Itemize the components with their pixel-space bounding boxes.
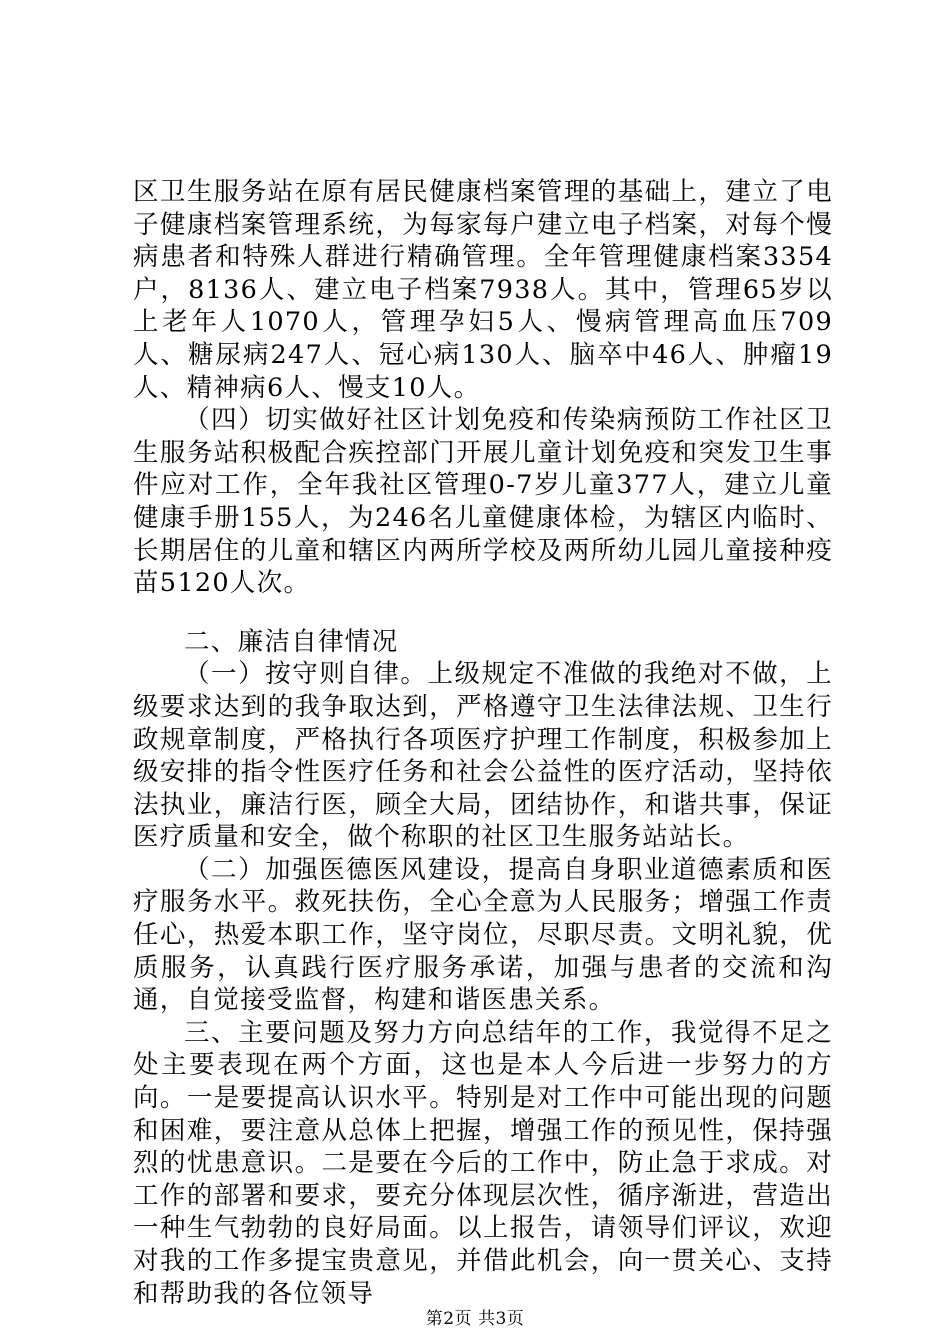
- paragraph-immunization: （四）切实做好社区计划免疫和传染病预防工作社区卫生服务站积极配合疾控部门开展儿童计划免疫和突发卫生事件应对工作，全年我社区管理0-7岁儿童377人，建立儿童健康手册155人，为246名儿童健康体检，为辖区内临时、长期居住的儿童和辖区内两所学校及两所幼儿园儿童接种疫苗5120人次。: [133, 405, 833, 599]
- paragraph-health-records: 区卫生服务站在原有居民健康档案管理的基础上，建立了电子健康档案管理系统，为每家每户建立电子档案，对每个慢病患者和特殊人群进行精确管理。全年管理健康档案3354户，8136人、建立电子档案7938人。其中，管理65岁以上老年人1070人，管理孕妇5人、慢病管理高血压709人、糖尿病247人、冠心病130人、脑卒中46人、肿瘤19人、精神病6人、慢支10人。: [133, 177, 833, 403]
- paragraph-gap: [133, 600, 833, 626]
- paragraph-self-discipline: （一）按守则自律。上级规定不准做的我绝对不做，上级要求达到的我争取达到，严格遵守卫生法律法规、卫生行政规章制度，严格执行各项医疗护理工作制度，积极参加上级安排的指令性医疗任务和社会公益性的医疗活动，坚持依法执业，廉洁行医，顾全大局，团结协作，和谐共事，保证医疗质量和安全，做个称职的社区卫生服务站站长。: [133, 659, 833, 853]
- paragraph-medical-ethics: （二）加强医德医风建设，提高自身职业道德素质和医疗服务水平。救死扶伤，全心全意为人民服务；增强工作责任心，热爱本职工作，坚守岗位，尽职尽责。文明礼貌，优质服务，认真践行医疗服务承诺，加强与患者的交流和沟通，自觉接受监督，构建和谐医患关系。: [133, 854, 833, 1016]
- page-number-footer: 第2页 共3页: [425, 1309, 525, 1329]
- paragraph-problems-direction: 三、主要问题及努力方向总结年的工作，我觉得不足之处主要表现在两个方面，这也是本人今后进一步努力的方向。一是要提高认识水平。特别是对工作中可能出现的问题和困难，要注意从总体上把握，增强工作的预见性，保持强烈的忧患意识。二是要在今后的工作中，防止急于求成。对工作的部署和要求，要充分体现层次性，循序渐进，营造出一种生气勃勃的良好局面。以上报告，请领导们评议，欢迎对我的工作多提宝贵意见，并借此机会，向一贯关心、支持和帮助我的各位领导: [133, 1017, 833, 1309]
- document-body: [133, 176, 833, 1310]
- section-heading-integrity: 二、廉洁自律情况: [184, 626, 399, 657]
